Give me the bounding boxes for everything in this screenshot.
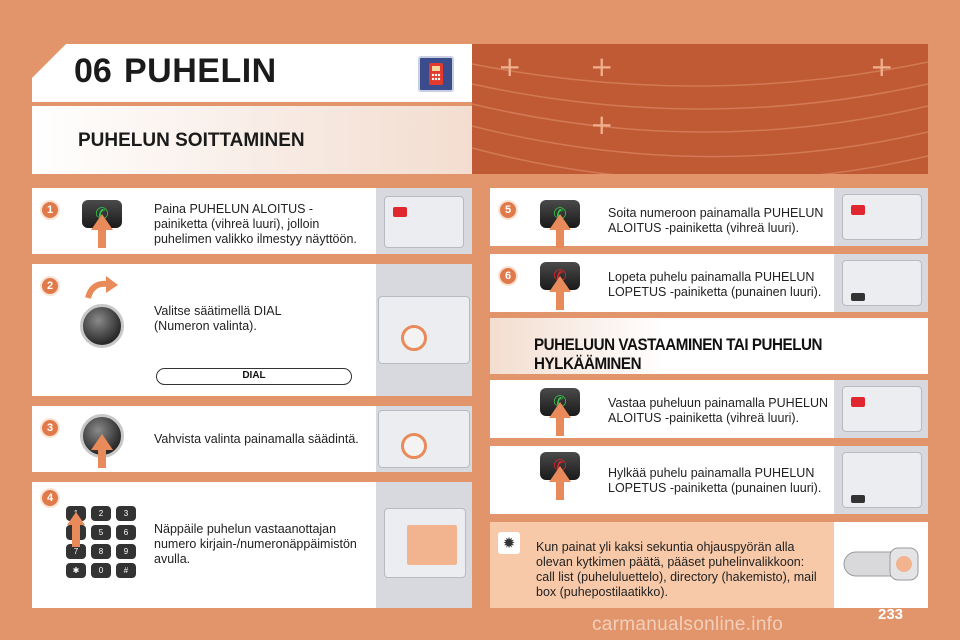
step-6-text: Lopeta puhelu painamalla PUHELUN LOPETUS -painiketta (punainen luuri). [608, 270, 822, 299]
hangup-button-highlight [851, 293, 865, 301]
step-5-text: Soita numeroon painamalla PUHELUN ALOITUS -painiketta (vihreä luuri). [608, 206, 824, 235]
red-handset-icon: ✆ [540, 262, 580, 290]
step-number-badge: 5 [498, 200, 518, 220]
step-2-text: Valitse säätimellä DIAL (Numeron valinta). [154, 304, 282, 333]
knob-highlight [401, 433, 427, 459]
step-3-text: Vahvista valinta painamalla säädintä. [154, 432, 359, 446]
phone-keypad-icon [418, 56, 454, 92]
keypad-key: 9 [116, 544, 136, 559]
watermark: carmanualsonline.info [592, 614, 784, 635]
hangup-button-highlight [851, 495, 865, 503]
keypad-console-illustration [842, 194, 922, 240]
press-arrow-icon [549, 466, 571, 500]
sun-icon: ✹ [498, 532, 520, 554]
press-arrow-icon [549, 276, 571, 310]
step-number-badge: 1 [40, 200, 60, 220]
keypad-key: 5 [91, 525, 111, 540]
control-knob-console-illustration [378, 410, 470, 468]
control-knob-console-illustration [378, 296, 470, 364]
step-number-badge: 3 [40, 418, 60, 438]
step-4-text: Näppäile puhelun vastaanottajan numero kirjain-/numeronäppäimistön avulla. [154, 522, 357, 566]
green-handset-icon: ✆ [82, 200, 122, 228]
keypad-key: 8 [91, 544, 111, 559]
stalk-illustration [834, 522, 928, 608]
plus-decoration-icon: + [498, 50, 522, 83]
section-title: PUHELUN SOITTAMINEN [78, 130, 305, 151]
keypad-console-illustration [384, 508, 466, 578]
call-button-highlight [851, 397, 865, 407]
press-arrow-icon [91, 434, 113, 468]
knob-highlight [401, 325, 427, 351]
keypad-console-illustration [842, 452, 922, 508]
dial-menu-label: DIAL [156, 368, 352, 385]
answer-text: Vastaa puheluun painamalla PUHELUN ALOITUS -painiketta (vihreä luuri). [608, 396, 829, 425]
chapter-title: PUHELIN [124, 52, 277, 90]
call-button-highlight [851, 205, 865, 215]
step-1-text: Paina PUHELUN ALOITUS - painiketta (vihreä luuri), jolloin puhelimen valikko ilmestyy näyttöön. [154, 202, 357, 246]
rotary-dial-icon [80, 304, 124, 348]
press-arrow-icon [67, 512, 85, 547]
press-arrow-icon [91, 214, 113, 248]
keypad-key: 2 [91, 506, 111, 521]
keypad-key: ✱ [66, 563, 86, 578]
chapter-number: 06 [74, 52, 112, 90]
call-button-highlight [393, 207, 407, 217]
step-number-badge: 6 [498, 266, 518, 286]
keypad-key: 7 [66, 544, 86, 559]
answer-section-title: PUHELUUN VASTAAMINEN TAI PUHELUN HYLKÄÄMINEN [534, 336, 823, 373]
keypad-console-illustration [842, 386, 922, 432]
header-decorative-band [472, 44, 928, 174]
step-number-badge: 4 [40, 488, 60, 508]
plus-decoration-icon: + [590, 108, 614, 141]
reject-text: Hylkää puhelu painamalla PUHELUN LOPETUS -painiketta (punainen luuri). [608, 466, 822, 495]
page-number: 233 [878, 606, 904, 623]
tip-text: Kun painat yli kaksi sekuntia ohjauspyörän alla olevan kytkimen päätä, pääset puhelinvalikkoon: call list (puheluluettelo), directory (hakemisto), mail box (puhepostilaatikko). [536, 540, 817, 599]
keypad-key: 6 [116, 525, 136, 540]
keypad-key: 3 [116, 506, 136, 521]
keypad-key: 1 [66, 506, 86, 521]
keypad-key: # [116, 563, 136, 578]
green-handset-icon: ✆ [540, 200, 580, 228]
keypad-console-illustration [842, 260, 922, 306]
rotate-arrow-icon [84, 276, 120, 307]
red-handset-icon: ✆ [540, 452, 580, 480]
press-arrow-icon [549, 402, 571, 436]
keypad-console-illustration [384, 196, 464, 248]
plus-decoration-icon: + [870, 50, 894, 83]
green-handset-icon: ✆ [540, 388, 580, 416]
plus-decoration-icon: + [590, 50, 614, 83]
step-number-badge: 2 [40, 276, 60, 296]
keypad-key: 0 [91, 563, 111, 578]
press-arrow-icon [549, 214, 571, 248]
keypad-highlight [407, 525, 457, 565]
